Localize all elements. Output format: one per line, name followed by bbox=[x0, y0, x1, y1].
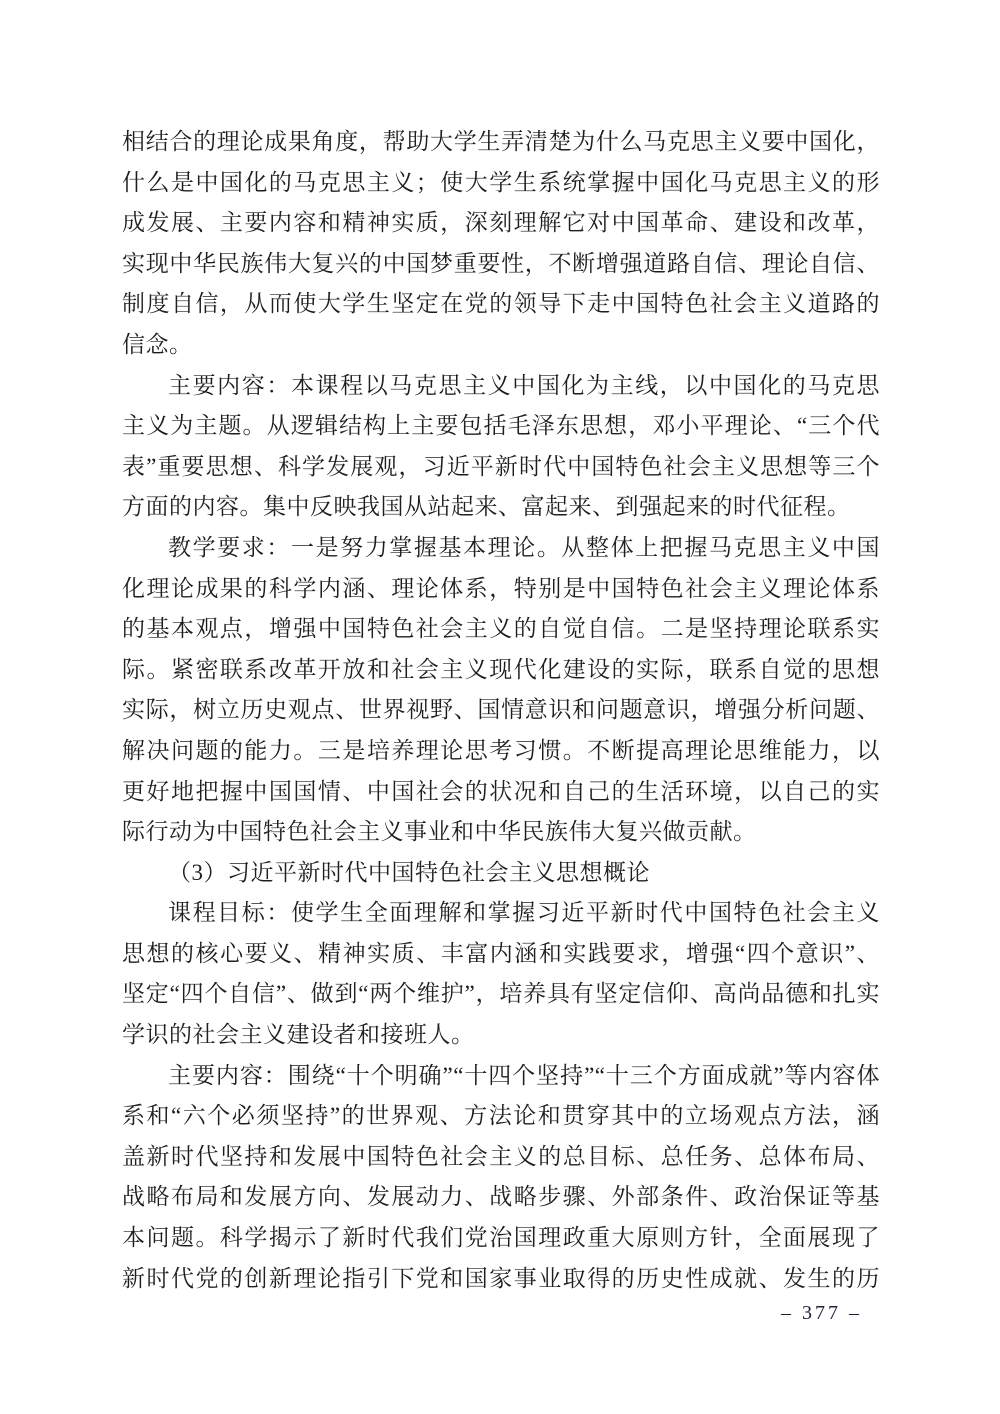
text-line: 表”重要思想、科学发展观，习近平新时代中国特色社会主义思想等三个 bbox=[122, 453, 880, 479]
text-line: 新时代党的创新理论指引下党和国家事业取得的历史性成就、发生的历 bbox=[122, 1265, 880, 1291]
text-line: 系和“六个必须坚持”的世界观、方法论和贯穿其中的立场观点方法，涵 bbox=[122, 1103, 880, 1129]
text-line: 成发展、主要内容和精神实质，深刻理解它对中国革命、建设和改革， bbox=[122, 210, 880, 236]
text-line: 学识的社会主义建设者和接班人。 bbox=[122, 1022, 475, 1048]
text-line: 主要内容：本课程以马克思主义中国化为主线，以中国化的马克思 bbox=[168, 372, 880, 398]
text-line: 际行动为中国特色社会主义事业和中华民族伟大复兴做贡献。 bbox=[122, 819, 757, 845]
document-body bbox=[122, 122, 880, 1299]
text-line: 坚定“四个自信”、做到“两个维护”，培养具有坚定信仰、高尚品德和扎实 bbox=[122, 981, 880, 1007]
text-line: 主要内容：围绕“十个明确”“十四个坚持”“十三个方面成就”等内容体 bbox=[168, 1062, 880, 1088]
text-line: 相结合的理论成果角度，帮助大学生弄清楚为什么马克思主义要中国化， bbox=[122, 129, 880, 154]
text-line: 教学要求：一是努力掌握基本理论。从整体上把握马克思主义中国 bbox=[168, 534, 880, 560]
text-line: 思想的核心要义、精神实质、丰富内涵和实践要求，增强“四个意识”、 bbox=[122, 940, 880, 966]
text-line: 制度自信，从而使大学生坚定在党的领导下走中国特色社会主义道路的 bbox=[122, 291, 880, 317]
text-line: 战略布局和发展方向、发展动力、战略步骤、外部条件、政治保证等基 bbox=[122, 1184, 880, 1210]
text-line: 实现中华民族伟大复兴的中国梦重要性，不断增强道路自信、理论自信、 bbox=[122, 250, 880, 276]
text-line: 信念。 bbox=[122, 331, 193, 357]
text-line: 什么是中国化的马克思主义；使大学生系统掌握中国化马克思主义的形 bbox=[122, 169, 880, 195]
text-line: 实际，树立历史观点、世界视野、国情意识和问题意识，增强分析问题、 bbox=[122, 697, 880, 723]
text-line: 盖新时代坚持和发展中国特色社会主义的总目标、总任务、总体布局、 bbox=[122, 1143, 880, 1169]
text-line: 课程目标：使学生全面理解和掌握习近平新时代中国特色社会主义 bbox=[168, 900, 880, 926]
text-line: 本问题。科学揭示了新时代我们党治国理政重大原则方针，全面展现了 bbox=[122, 1225, 880, 1251]
text-line: 际。紧密联系改革开放和社会主义现代化建设的实际，联系自觉的思想 bbox=[122, 656, 880, 682]
text-line: 方面的内容。集中反映我国从站起来、富起来、到强起来的时代征程。 bbox=[122, 494, 851, 520]
text-line: 的基本观点，增强中国特色社会主义的自觉自信。二是坚持理论联系实 bbox=[122, 616, 880, 642]
text-line: 主义为主题。从逻辑结构上主要包括毛泽东思想，邓小平理论、“三个代 bbox=[122, 413, 880, 439]
text-line: （3）习近平新时代中国特色社会主义思想概论 bbox=[168, 859, 650, 885]
text-line: 解决问题的能力。三是培养理论思考习惯。不断提高理论思维能力，以 bbox=[122, 737, 880, 763]
text-line: 更好地把握中国国情、中国社会的状况和自己的生活环境，以自己的实 bbox=[122, 778, 880, 804]
text-line: 化理论成果的科学内涵、理论体系，特别是中国特色社会主义理论体系 bbox=[122, 575, 880, 601]
page-number: – 377 – bbox=[781, 1302, 862, 1324]
